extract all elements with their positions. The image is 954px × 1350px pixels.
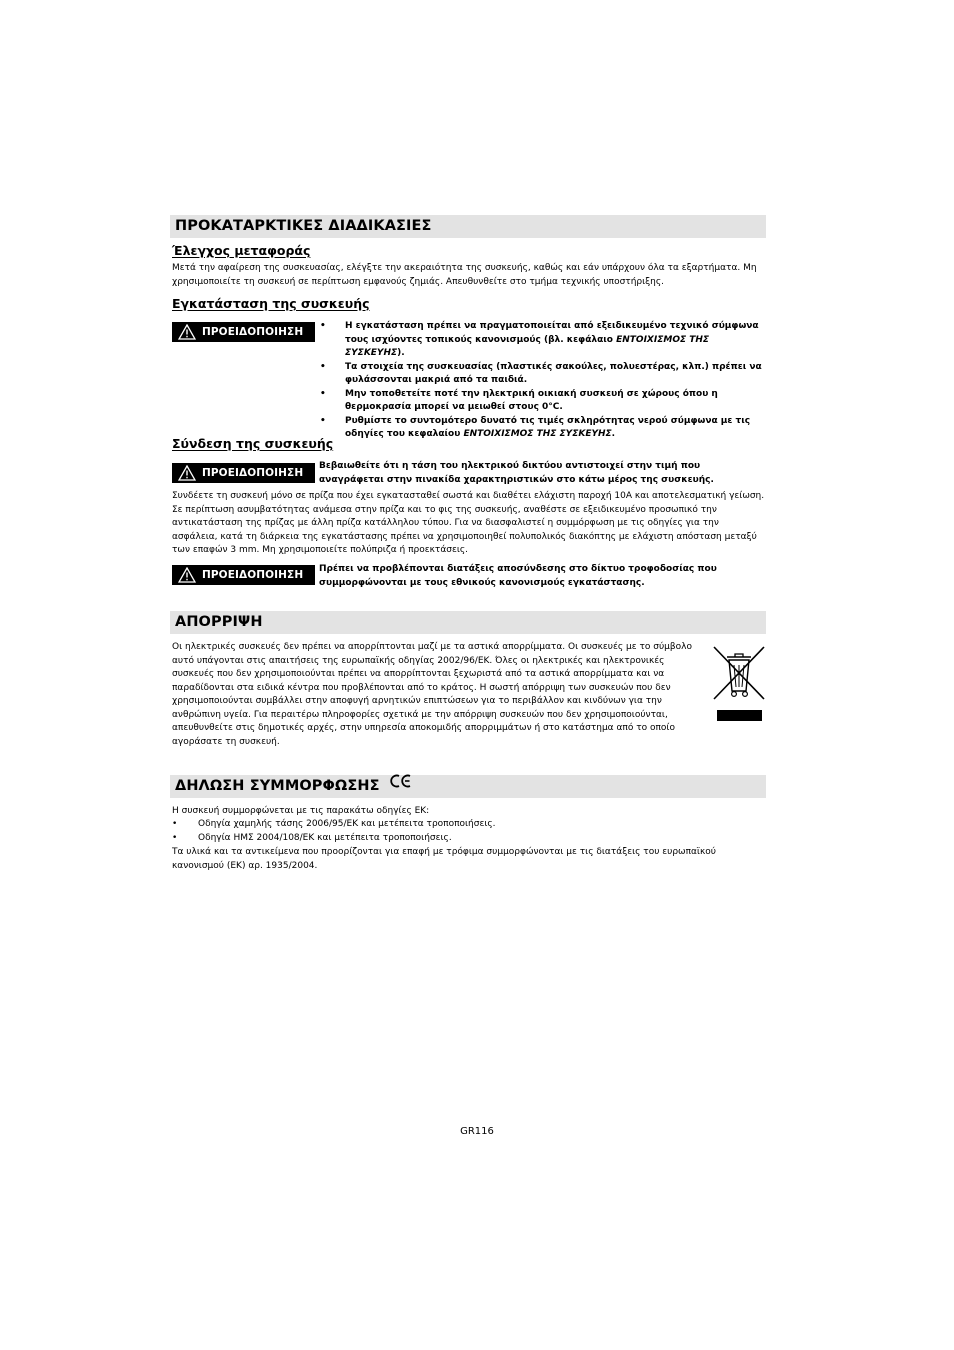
crossed-out-bin-icon bbox=[710, 643, 768, 723]
connection-text: Συνδέετε τη συσκευή μόνο σε πρίζα που έχει εγκατασταθεί σωστά και διαθέτει ελάχιστη παροχή 10A και αποτελεσματική γείωση. Σε περίπτωση ασυμβατότητας ανάμεσα στην πρίζα και το φις της συσκευής, αναθέστε σε εξειδικευμένο προσωπικό την αντικατάσταση της πρίζας με άλλη πρίζα κατάλληλου τύπου. Για να διασφαλιστεί η συμμόρφωση με τις οδηγίες για την ασφάλεια, κατά τη διάρκεια της εγκατάστασης πρέπει να χρησιμοποιηθεί πολυπολικός διακόπτης με ελάχιστη απόσταση μεταξύ των επαφών 3 mm. Μη χρησιμοποιείτε πολύπριζα ή προεκτάσεις. bbox=[172, 491, 765, 555]
page-number: GR116 bbox=[460, 1126, 494, 1137]
disposal-text: Οι ηλεκτρικές συσκευές δεν πρέπει να απορρίπτονται μαζί με τα αστικά απορρίμματα. Οι συσκευές με το σύμβολο αυτό υπάγονται στις απαιτήσεις της ευρωπαϊκής οδηγίας 2002/96/ΕΚ. Όλες οι ηλεκτρικές και ηλεκτρονικές συσκευές που δεν χρησιμοποιούνται πρέπει να απορρίπτονται ξεχωριστά από τα αστικά απορρίμματα και να παραδίδονται στα ειδικά κέντρα που προβλέπονται από το κράτος. Η σωστή απόρριψη των συσκευών που δεν χρησιμοποιούνται συμβάλλει στην αποφυγή αρνητικών επιπτώσεων για το περιβάλλον και κινδύνων για την ανθρώπινη υγεία. Για περαιτέρω πληροφορίες σχετικά με την απόρριψη συσκευών που δεν χρησιμοποιούνται, απευθυνθείτε στις δημοτικές αρχές, στην υπηρεσία αποκομιδής απορριμμάτων ή στο κατάστημα από το οποίο αγοράσατε τη συσκευή. bbox=[172, 642, 692, 747]
disconnect-warning-text: Πρέπει να προβλέπονται διατάξεις αποσύνδεσης στο δίκτυο τροφοδοσίας που συμμορφώνονται με τους εθνικούς κανονισμούς εγκατάστασης. bbox=[319, 564, 717, 588]
list-item: • Οδηγία χαμηλής τάσης 2006/95/ΕΚ και μετέπειτα τροποποιήσεις. bbox=[172, 819, 496, 829]
section-title-disposal: ΑΠΟΡΡΙΨΗ bbox=[170, 611, 766, 634]
warning-label: ΠΡΟΕΙΔΟΠΟΙΗΣΗ bbox=[202, 569, 304, 581]
section-title-preliminary: ΠΡΟΚΑΤΑΡΚΤΙΚΕΣ ΔΙΑΔΙΚΑΣΙΕΣ bbox=[170, 215, 766, 238]
section-title-conformity bbox=[170, 775, 766, 798]
list-item: • Η εγκατάσταση πρέπει να πραγματοποιείται από εξειδικευμένο τεχνικό σύμφωνα τους ισχύοντες τοπικούς κανονισμούς (βλ. κεφάλαιο ΕΝΤΟΙΧΙΣΜΟΣ ΤΗΣ ΣΥΣΚΕΥΗΣ). bbox=[320, 321, 759, 358]
warning-label: ΠΡΟΕΙΔΟΠΟΙΗΣΗ bbox=[202, 467, 304, 479]
warning-badge-disconnect bbox=[172, 565, 315, 585]
warning-triangle-icon bbox=[172, 322, 202, 342]
food-contact-text: Τα υλικά και τα αντικείμενα που προορίζονται για επαφή με τρόφιμα συμμορφώνονται με τις διατάξεις του ευρωπαϊκού κανονισμού (ΕΚ) αρ. 1935/2004. bbox=[172, 847, 716, 871]
conformity-title-text: ΔΗΛΩΣΗ ΣΥΜΜΟΡΦΩΣΗΣ bbox=[175, 778, 380, 794]
transport-check-text: Μετά την αφαίρεση της συσκευασίας, ελέγξτε την ακεραιότητα της συσκευής, καθώς και εάν υπάρχουν όλα τα εξαρτήματα. Μη χρησιμοποιείτε τη συσκευή σε περίπτωση εμφανούς ζημιάς. Απευθυνθείτε στο τμήμα τεχνικής υποστήριξης. bbox=[172, 263, 757, 287]
warning-label: ΠΡΟΕΙΔΟΠΟΙΗΣΗ bbox=[202, 326, 304, 338]
warning-triangle-icon bbox=[172, 463, 202, 483]
directives-list bbox=[172, 818, 766, 845]
list-item: • Μην τοποθετείτε ποτέ την ηλεκτρική οικιακή συσκευή σε χώρους όπου η θερμοκρασία μπορεί να μειωθεί στους 0°C. bbox=[320, 388, 718, 412]
voltage-warning-text: Βεβαιωθείτε ότι η τάση του ηλεκτρικού δικτύου αντιστοιχεί στην τιμή που αναγράφεται στην πινακίδα χαρακτηριστικών στο κάτω μέρος της συσκευής. bbox=[319, 461, 714, 485]
subheading-connection: Σύνδεση της συσκευής bbox=[172, 436, 334, 451]
warning-badge-voltage bbox=[172, 463, 315, 483]
subheading-transport-check: Έλεγχος μεταφοράς bbox=[172, 243, 311, 258]
list-item: • Οδηγία ΗΜΣ 2004/108/ΕΚ και μετέπειτα τροποποιήσεις. bbox=[172, 832, 452, 843]
list-item: • Τα στοιχεία της συσκευασίας (πλαστικές σακούλες, πολυεστέρας, κλπ.) πρέπει να φυλάσσονται μακριά από τα παιδιά. bbox=[320, 361, 762, 385]
warning-badge-installation bbox=[172, 322, 315, 342]
warning-triangle-icon bbox=[172, 565, 202, 585]
installation-warning-list bbox=[318, 320, 766, 442]
subheading-installation: Εγκατάσταση της συσκευής bbox=[172, 296, 370, 311]
conformity-intro: Η συσκευή συμμορφώνεται με τις παρακάτω οδηγίες ΕΚ: bbox=[172, 806, 430, 816]
ce-mark-icon bbox=[390, 773, 414, 796]
list-item: • Ρυθμίστε το συντομότερο δυνατό τις τιμές σκληρότητας νερού σύμφωνα με τις οδηγίες του κεφαλαίου ΕΝΤΟΙΧΙΣΜΟΣ ΤΗΣ ΣΥΣΚΕΥΗΣ. bbox=[320, 415, 751, 439]
